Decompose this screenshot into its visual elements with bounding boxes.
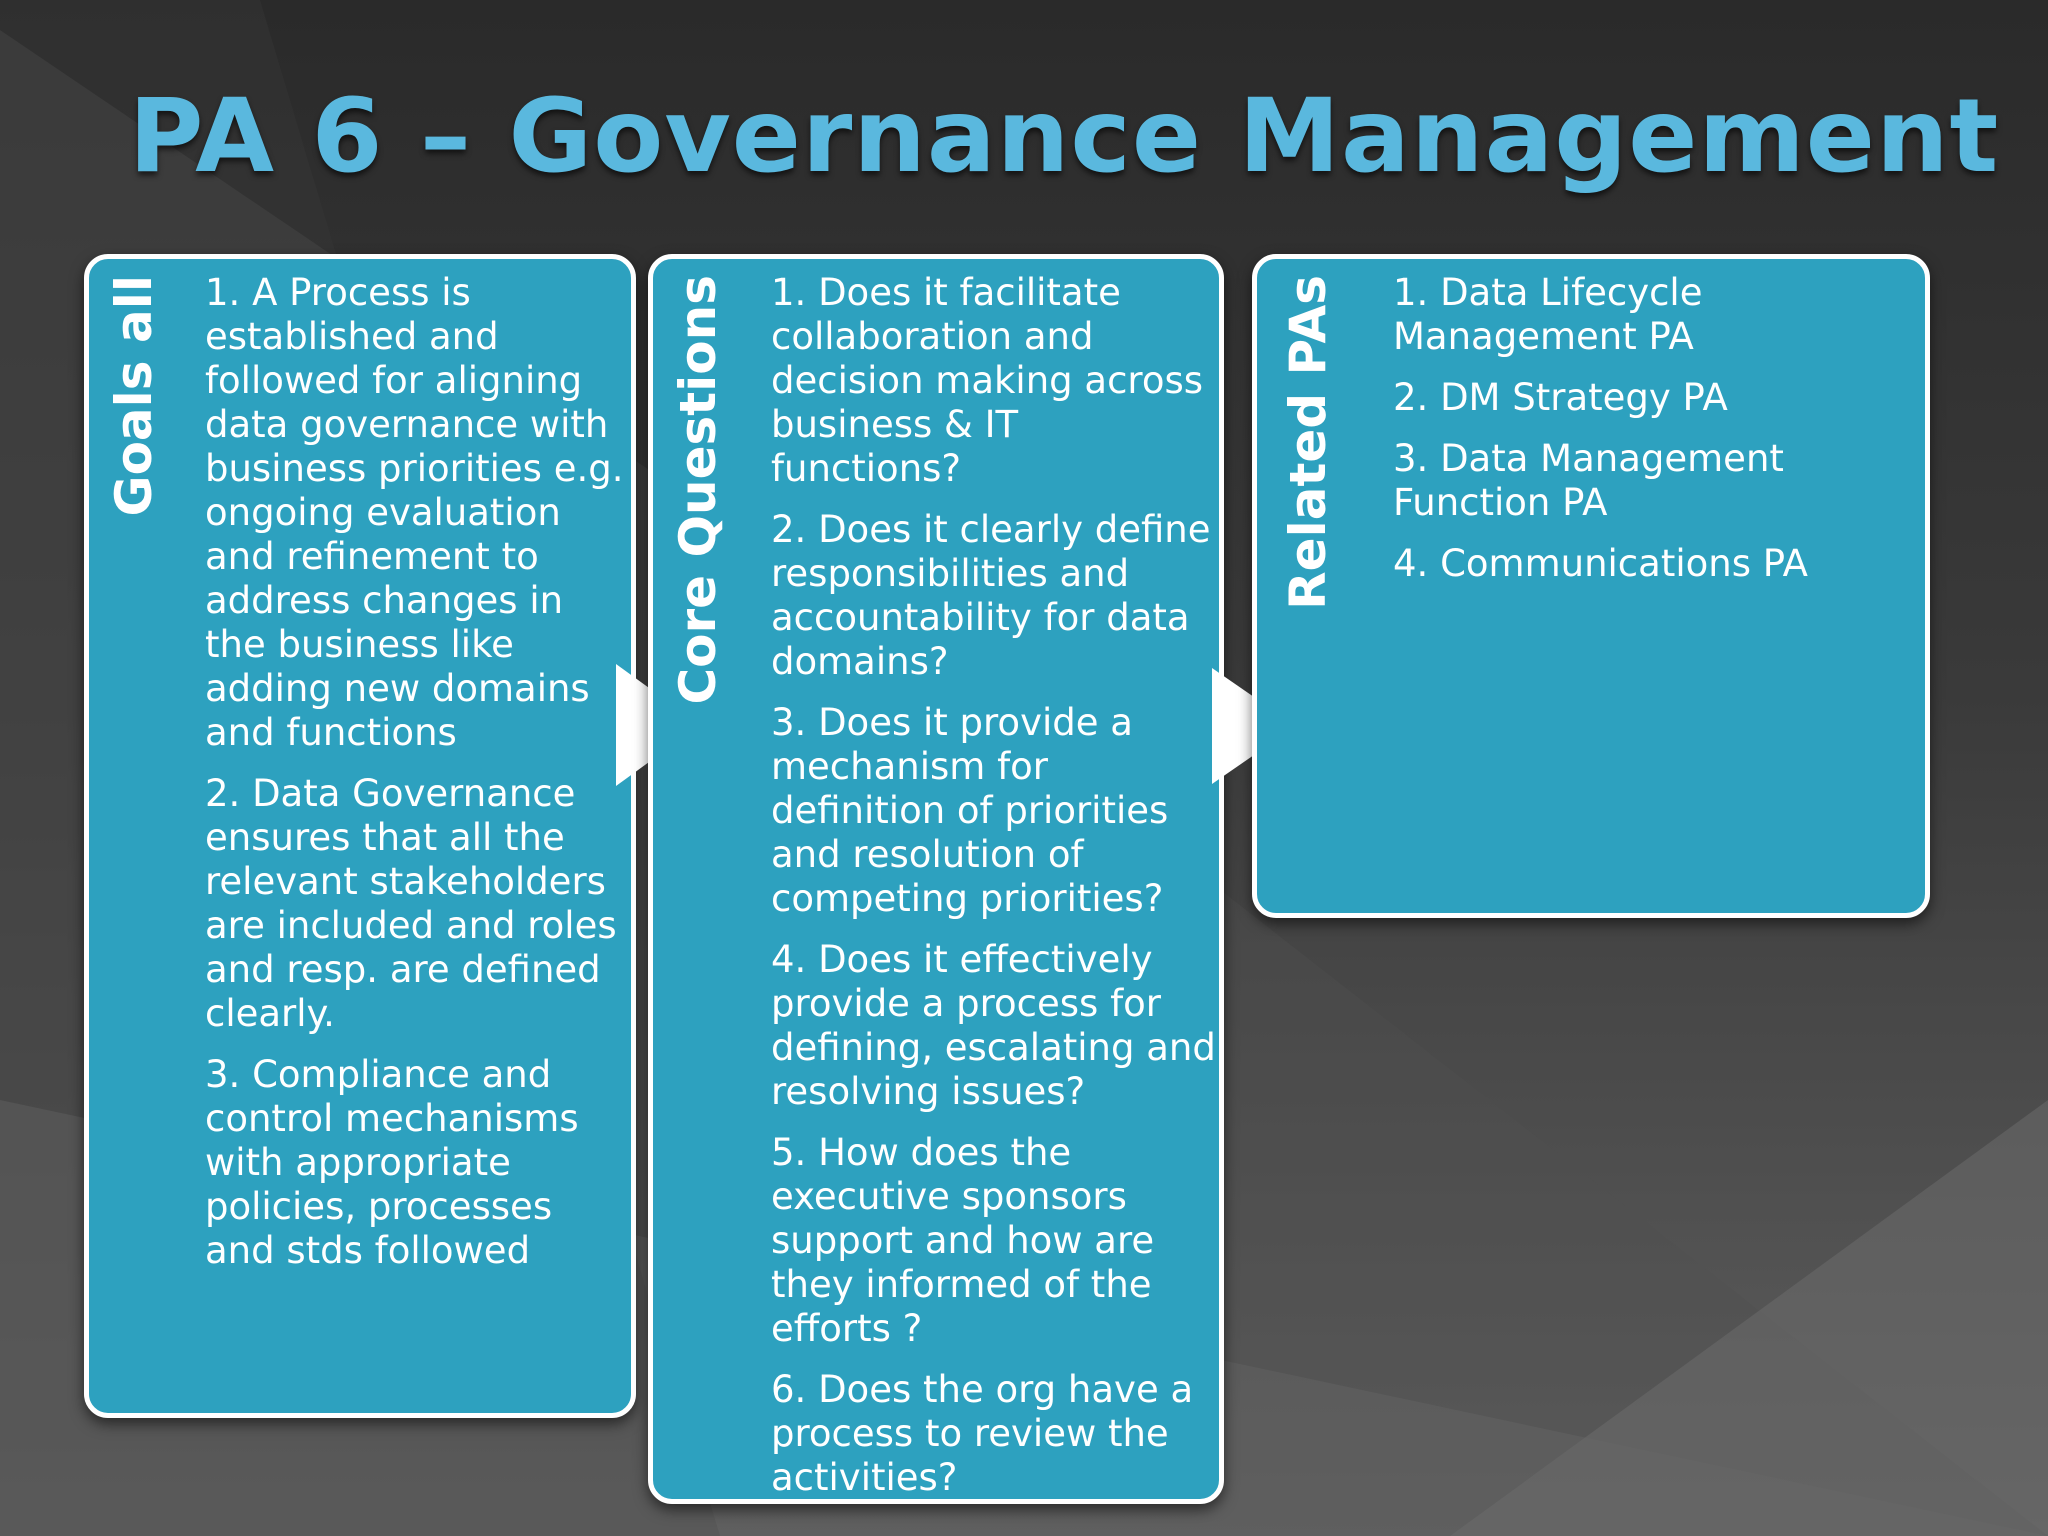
core-question-item: 4. Does it effectively provide a process for defining, escalating and resolving issues? [771,938,1216,1113]
core-questions-panel [648,254,1224,1504]
goals-label: Goals all [105,275,163,517]
slide-title: PA 6 – Governance Management [128,77,2000,196]
goals-item: 2. Data Governance ensures that all the relevant stakeholders are included and roles and resp. are defined clearly. [205,772,617,1035]
core-questions-label: Core Questions [669,275,727,705]
core-question-item: 1. Does it facilitate collaboration and decision making across business & IT functions? [771,271,1204,490]
related-pa-item: 4. Communications PA [1393,542,1808,585]
related-pas-label: Related PAs [1279,275,1337,610]
goals-panel [84,254,636,1418]
goals-item: 3. Compliance and control mechanisms with appropriate policies, processes and stds followed [205,1053,579,1272]
core-questions-list [771,271,1219,1517]
goals-item: 1. A Process is established and followed for aligning data governance with business priorities e.g. ongoing evaluation and refinement to address changes in the business like adding new domains and functions [205,271,624,754]
goals-list [205,271,625,1290]
related-pas-panel [1252,254,1930,918]
core-question-item: 5. How does the executive sponsors support and how are they informed of the efforts ? [771,1131,1155,1350]
related-pa-item: 2. DM Strategy PA [1393,376,1728,419]
related-pas-list [1393,271,1913,603]
core-question-item: 2. Does it clearly define responsibilities and accountability for data domains? [771,508,1211,683]
core-question-item: 6. Does the org have a process to review the activities? [771,1368,1194,1499]
core-question-item: 3. Does it provide a mechanism for definition of priorities and resolution of competing priorities? [771,701,1169,920]
related-pa-item: 1. Data Lifecycle Management PA [1393,271,1703,358]
related-pa-item: 3. Data Management Function PA [1393,437,1784,524]
